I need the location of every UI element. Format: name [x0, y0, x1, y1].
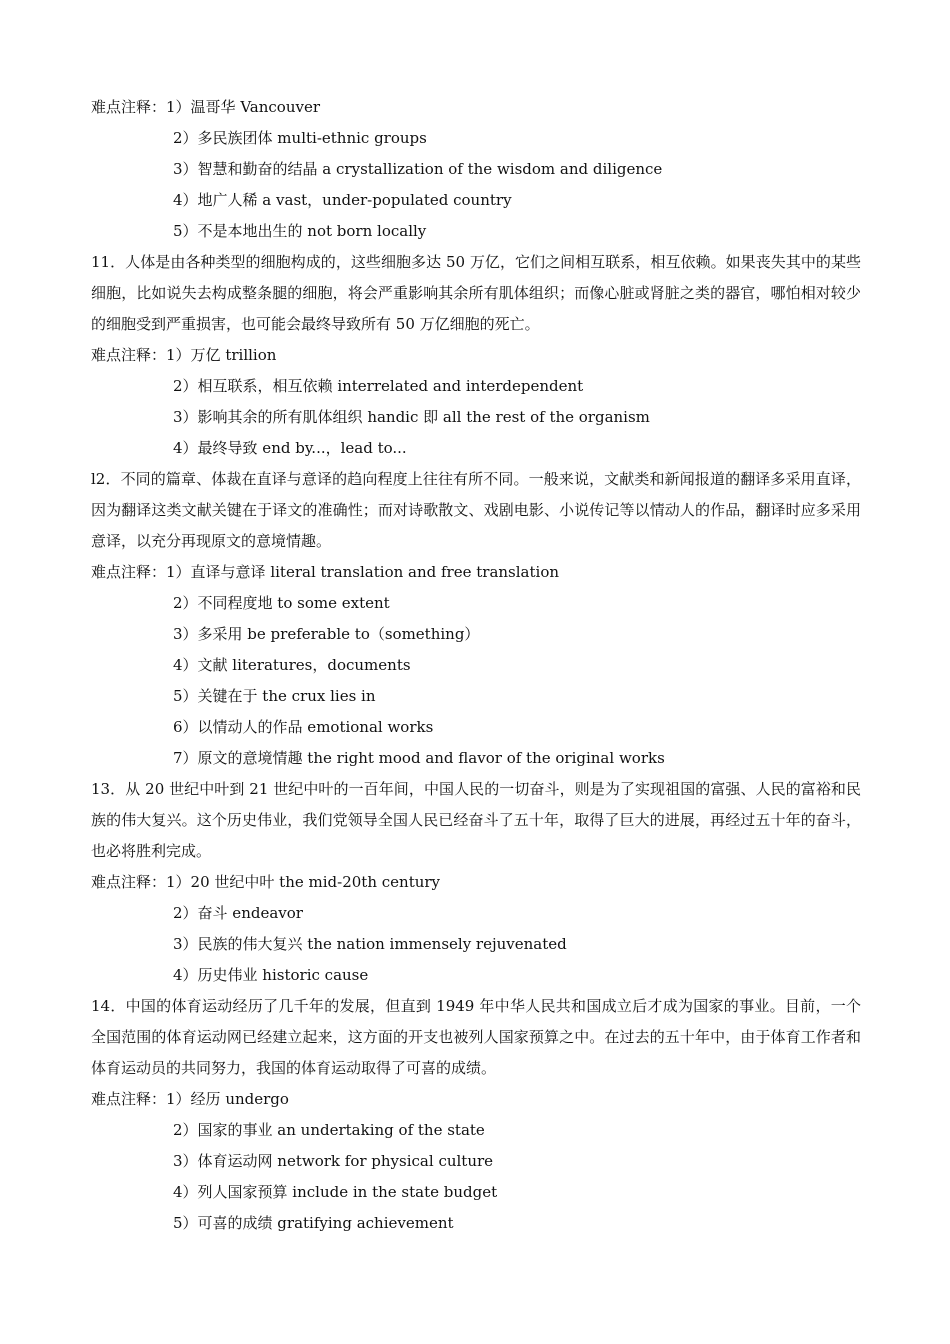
paragraph-14: 14．中国的体育运动经历了几千年的发展，但直到 1949 年中华人民共和国成立后才成为国家的事业。目前，一个全国范围的体育运动网已经建立起来，这方面的开支也被列人国家预算之中。在过去的五十年中，由于体育工作者和体育运动员的共同努力，我国的体育运动取得了可喜的成绩。: [91, 997, 861, 1077]
note-item: 3）体育运动网 network for physical culture: [173, 1152, 494, 1170]
notes-label: 难点注释：: [91, 1090, 167, 1108]
note-item: 4）历史伟业 historic cause: [173, 966, 369, 984]
note-item: 1）温哥华 Vancouver: [166, 98, 321, 116]
note-item: 3）民族的伟大复兴 the nation immensely rejuvenated: [173, 935, 567, 953]
note-item: 5）关键在于 the crux lies in: [173, 687, 376, 705]
note-item: 4）地广人稀 a vast，under-populated country: [173, 191, 512, 209]
paragraph-13: 13．从 20 世纪中叶到 21 世纪中叶的一百年间，中国人民的一切奋斗，则是为了实现祖国的富强、人民的富裕和民族的伟大复兴。这个历史伟业，我们党领导全国人民已经奋斗了五十年，取得了巨大的进展，再经过五十年的奋斗，也必将胜利完成。: [91, 780, 861, 860]
notes-label: 难点注释：: [91, 98, 167, 116]
notes-line: [91, 557, 861, 588]
notes-line: [91, 1084, 861, 1115]
note-item: 2）奋斗 endeavor: [173, 904, 303, 922]
notes-line: [91, 340, 861, 371]
paragraph-11: 11．人体是由各种类型的细胞构成的，这些细胞多达 50 万亿，它们之间相互联系，相互依赖。如果丧失其中的某些细胞，比如说失去构成整条腿的细胞，将会严重影响其余所有肌体组织；而像心脏或肾脏之类的器官，哪怕相对较少的细胞受到严重损害，也可能会最终导致所有 50 万亿细胞的死亡。: [91, 253, 861, 333]
note-item: 3）多采用 be preferable to（something）: [173, 625, 480, 643]
note-item: 2）相互联系，相互依赖 interrelated and interdependent: [173, 377, 584, 395]
note-item: 2）国家的事业 an undertaking of the state: [173, 1121, 485, 1139]
note-item: 5）不是本地出生的 not born locally: [173, 222, 427, 240]
notes-label: 难点注释：: [91, 873, 167, 891]
notes-label: 难点注释：: [91, 346, 167, 364]
note-item: 4）列人国家预算 include in the state budget: [173, 1183, 498, 1201]
note-item: 1）万亿 trillion: [166, 346, 277, 364]
notes-line: [91, 867, 861, 898]
note-item: 3）智慧和勤奋的结晶 a crystallization of the wisdom and diligence: [173, 160, 663, 178]
note-item: 7）原文的意境情趣 the right mood and flavor of the original works: [173, 749, 665, 767]
note-item: 4）最终导致 end by...，lead to...: [173, 439, 407, 457]
note-item: 1）经历 undergo: [166, 1090, 289, 1108]
note-item: 2）不同程度地 to some extent: [173, 594, 390, 612]
note-item: 2）多民族团体 multi-ethnic groups: [173, 129, 427, 147]
note-item: 5）可喜的成绩 gratifying achievement: [173, 1214, 454, 1232]
note-item: 1）20 世纪中叶 the mid-20th century: [166, 873, 441, 891]
note-item: 1）直译与意译 literal translation and free translation: [166, 563, 560, 581]
document-page: [91, 92, 861, 1239]
notes-line: [91, 92, 861, 123]
notes-label: 难点注释：: [91, 563, 167, 581]
note-item: 6）以情动人的作品 emotional works: [173, 718, 434, 736]
note-item: 3）影响其余的所有肌体组织 handic 即 all the rest of the organism: [173, 408, 650, 426]
paragraph-12: l2．不同的篇章、体裁在直译与意译的趋向程度上往往有所不同。一般来说，文献类和新闻报道的翻译多采用直译，因为翻译这类文献关键在于译文的准确性；而对诗歌散文、戏剧电影、小说传记等以情动人的作品，翻译时应多采用意译，以充分再现原文的意境情趣。: [91, 470, 861, 550]
note-item: 4）文献 literatures，documents: [173, 656, 411, 674]
